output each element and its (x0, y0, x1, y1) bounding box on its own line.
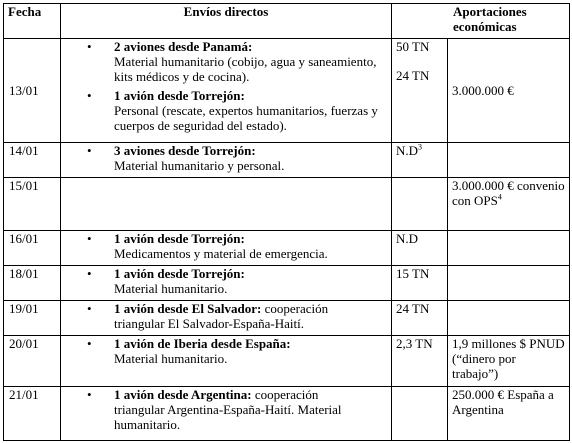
envios-cell (61, 143, 392, 178)
envios-cell (61, 231, 392, 266)
shipment-detail-inline: cooperación (251, 387, 319, 402)
tons-value: 24 TN (396, 68, 430, 83)
aportacion-cell (448, 266, 570, 301)
header-envios: Envíos directos (61, 4, 392, 39)
table-row (4, 143, 570, 178)
envios-cell (61, 39, 392, 143)
table-row (4, 39, 570, 143)
tons-cell (392, 143, 448, 178)
table-row (4, 336, 570, 387)
shipment-title: 1 avión desde Torrejón: (114, 266, 245, 281)
shipment-list (65, 266, 387, 296)
table-row (4, 301, 570, 336)
shipment-title: 1 avión desde El Salvador: (114, 301, 262, 316)
envios-cell (61, 266, 392, 301)
date-cell: 21/01 (4, 387, 61, 441)
shipment-list (65, 143, 387, 173)
shipment-detail: Personal (rescate, expertos humanitarios, fuerzas y cuerpos de seguridad del estado). (114, 103, 378, 133)
aportacion-cell (448, 231, 570, 266)
footnote-ref: 3 (418, 142, 423, 152)
shipment-detail: Medicamentos y material de emergencia. (114, 246, 328, 261)
tons-cell: 24 TN (392, 301, 448, 336)
tons-cell: 15 TN (392, 266, 448, 301)
date-cell: 14/01 (4, 143, 61, 178)
date-cell: 20/01 (4, 336, 61, 387)
aportacion-cell: 250.000 € España a Argentina (448, 387, 570, 441)
shipment-title: 1 avión desde Torrejón: (114, 88, 245, 103)
envios-cell (61, 387, 392, 441)
shipment-detail-inline: cooperación (261, 301, 329, 316)
list-item (114, 336, 387, 366)
tons-value: 50 TN (396, 39, 430, 54)
date-cell: 13/01 (4, 39, 61, 143)
shipment-list (65, 336, 387, 366)
list-item (114, 301, 387, 331)
shipment-list (65, 231, 387, 261)
shipment-list (65, 301, 387, 331)
shipment-title: 1 avión desde Argentina: (114, 387, 252, 402)
tons-cell: 2,3 TN (392, 336, 448, 387)
aportacion-cell: 1,9 millones $ PNUD (“dinero por trabajo”) (448, 336, 570, 387)
date-cell: 19/01 (4, 301, 61, 336)
table-row (4, 387, 570, 441)
tons-cell (392, 387, 448, 441)
envios-cell (61, 336, 392, 387)
aid-table (3, 3, 570, 441)
aportacion-text: 3.000.000 € convenio con OPS (452, 178, 565, 208)
header-row (4, 4, 570, 39)
shipment-list (65, 387, 387, 432)
header-aportaciones: Aportaciones económicas (392, 4, 570, 39)
footnote-ref: 4 (497, 192, 502, 202)
shipment-detail: Material humanitario. (114, 351, 228, 366)
envios-cell (61, 178, 392, 231)
shipment-detail: Material humanitario (cobijo, agua y saneamiento, kits médicos y de cocina). (114, 54, 377, 84)
list-item (114, 39, 387, 84)
shipment-title: 3 aviones desde Torrejón: (114, 143, 256, 158)
shipment-detail: triangular Argentina-España-Haití. Material humanitario. (114, 402, 342, 432)
date-cell: 16/01 (4, 231, 61, 266)
tons-value: N.D (396, 143, 419, 158)
shipment-title: 2 aviones desde Panamá: (114, 39, 253, 54)
table-row (4, 231, 570, 266)
shipment-title: 1 avión desde Torrejón: (114, 231, 245, 246)
list-item (114, 231, 387, 261)
shipment-list (65, 39, 387, 133)
header-fecha: Fecha (4, 4, 61, 39)
list-item (114, 266, 387, 296)
table-row (4, 178, 570, 231)
aportacion-cell (448, 143, 570, 178)
tons-cell (392, 178, 448, 231)
aportacion-cell: 3.000.000 € (448, 39, 570, 143)
list-item (114, 387, 387, 432)
shipment-detail: Material humanitario. (114, 281, 228, 296)
list-item (114, 143, 387, 173)
date-cell: 18/01 (4, 266, 61, 301)
list-item (114, 88, 387, 133)
shipment-detail: Material humanitario y personal. (114, 158, 285, 173)
aportacion-cell (448, 301, 570, 336)
shipment-title: 1 avión de Iberia desde España: (114, 336, 291, 351)
envios-cell (61, 301, 392, 336)
aportacion-cell (448, 178, 570, 231)
tons-cell: N.D (392, 231, 448, 266)
date-cell: 15/01 (4, 178, 61, 231)
shipment-detail: triangular El Salvador-España-Haití. (114, 316, 304, 331)
table-row (4, 266, 570, 301)
tons-cell (392, 39, 448, 143)
